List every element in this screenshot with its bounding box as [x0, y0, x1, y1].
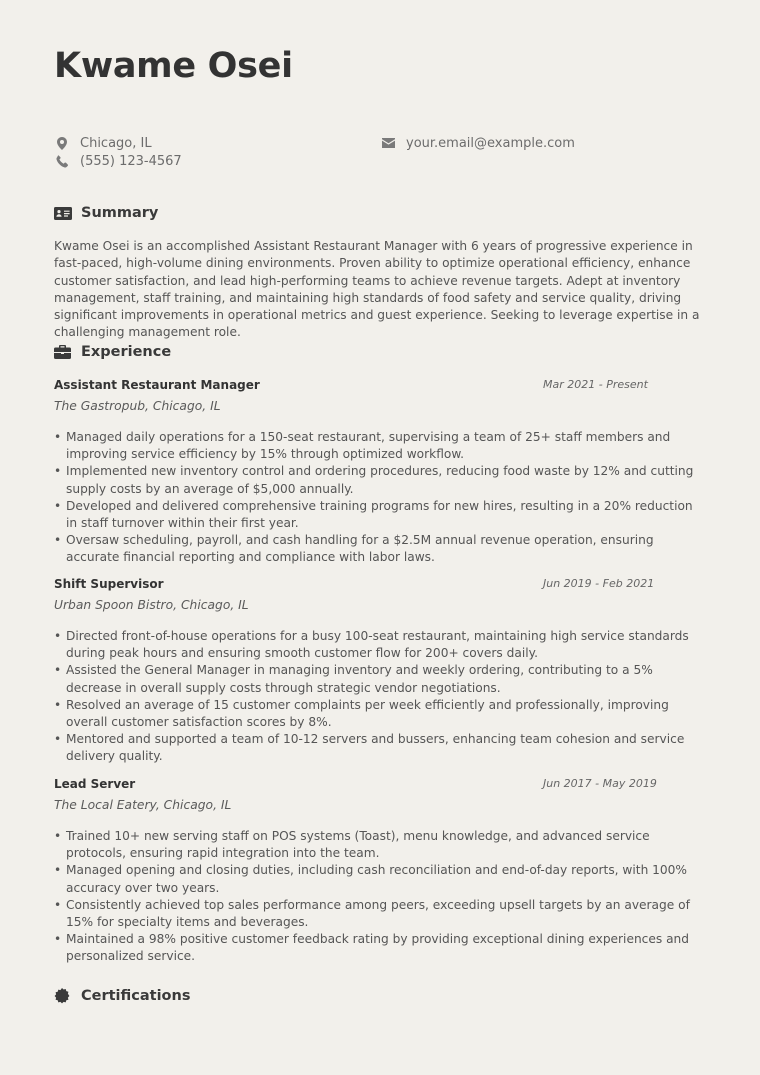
job-title: Assistant Restaurant Manager: [54, 378, 260, 392]
email-link[interactable]: your.email@example.com: [406, 135, 575, 151]
contact-email[interactable]: [380, 134, 575, 152]
list-item: • Managed opening and closing duties, including cash reconciliation and end-of-day reports, with 100% accuracy over two years.: [54, 862, 704, 896]
list-item: • Trained 10+ new serving staff on POS systems (Toast), menu knowledge, and advanced service protocols, ensuring rapid integration into the team.: [54, 828, 704, 862]
job-dates: Jun 2019 - Feb 2021: [543, 577, 655, 590]
job-bullets: [54, 828, 704, 966]
job-title: Shift Supervisor: [54, 577, 164, 591]
list-item: • Implemented new inventory control and ordering procedures, reducing food waste by 12% and cutting supply costs by an average of $5,000 annually.: [54, 463, 704, 497]
list-item: • Developed and delivered comprehensive training programs for new hires, resulting in a 20% reduction in staff turnover within their first year.: [54, 498, 704, 532]
list-item: • Managed daily operations for a 150-seat restaurant, supervising a team of 25+ staff members and improving service efficiency by 15% through optimized workflow.: [54, 429, 704, 463]
contact-right: [380, 134, 575, 152]
list-item: • Consistently achieved top sales performance among peers, exceeding upsell targets by an average of 15% for specialty items and beverages.: [54, 897, 704, 931]
job-company: Urban Spoon Bistro, Chicago, IL: [54, 598, 249, 612]
contact-location: [54, 134, 182, 152]
list-item: • Directed front-of-house operations for a busy 100-seat restaurant, maintaining high service standards during peak hours and ensuring smooth customer flow for 200+ covers daily.: [54, 628, 704, 662]
phone-icon: [54, 154, 70, 168]
contact-phone: [54, 152, 182, 170]
job-dates: Jun 2017 - May 2019: [543, 777, 657, 790]
contact-left: [54, 134, 182, 170]
job-title: Lead Server: [54, 777, 136, 791]
phone-text: (555) 123-4567: [80, 153, 182, 169]
summary-heading: [54, 205, 158, 221]
experience-heading: [54, 344, 171, 360]
candidate-name: Kwame Osei: [54, 46, 293, 86]
summary-text: Kwame Osei is an accomplished Assistant Restaurant Manager with 6 years of progressive experience in fast-paced, high-volume dining environments. Proven ability to optimize operational efficiency, enhance customer satisfaction, and lead high-performing teams to achieve revenue targets. Adept at inventory management, staff training, and maintaining high standards of food safety and service quality, driving significant improvements in operational metrics and guest experience. Seeking to leverage expertise in a challenging management role.: [54, 239, 700, 340]
envelope-icon: [380, 136, 396, 150]
job-bullets: [54, 628, 704, 766]
certifications-heading: [54, 988, 190, 1004]
job-company: The Local Eatery, Chicago, IL: [54, 798, 232, 812]
list-item: • Resolved an average of 15 customer complaints per week efficiently and professionally, improving overall customer satisfaction scores by 8%.: [54, 697, 704, 731]
summary-heading-text: Summary: [81, 205, 159, 221]
list-item: • Assisted the General Manager in managing inventory and weekly ordering, contributing to a 5% decrease in overall supply costs through strategic vendor negotiations.: [54, 662, 704, 696]
map-pin-icon: [54, 136, 70, 150]
certificate-badge-icon: [54, 988, 72, 1004]
job-dates: Mar 2021 - Present: [543, 378, 648, 391]
list-item: • Maintained a 98% positive customer feedback rating by providing exceptional dining experiences and personalized service.: [54, 931, 704, 965]
job-bullets: [54, 429, 704, 567]
list-item: • Mentored and supported a team of 10-12 servers and bussers, enhancing team cohesion and service delivery quality.: [54, 731, 704, 765]
experience-heading-text: Experience: [81, 344, 172, 360]
briefcase-icon: [54, 344, 72, 360]
job-company: The Gastropub, Chicago, IL: [54, 399, 221, 413]
id-card-icon: [54, 205, 72, 221]
certifications-heading-text: Certifications: [81, 988, 191, 1004]
location-text: Chicago, IL: [80, 135, 152, 151]
list-item: • Oversaw scheduling, payroll, and cash handling for a $2.5M annual revenue operation, ensuring accurate financial reporting and compliance with labor laws.: [54, 532, 704, 566]
